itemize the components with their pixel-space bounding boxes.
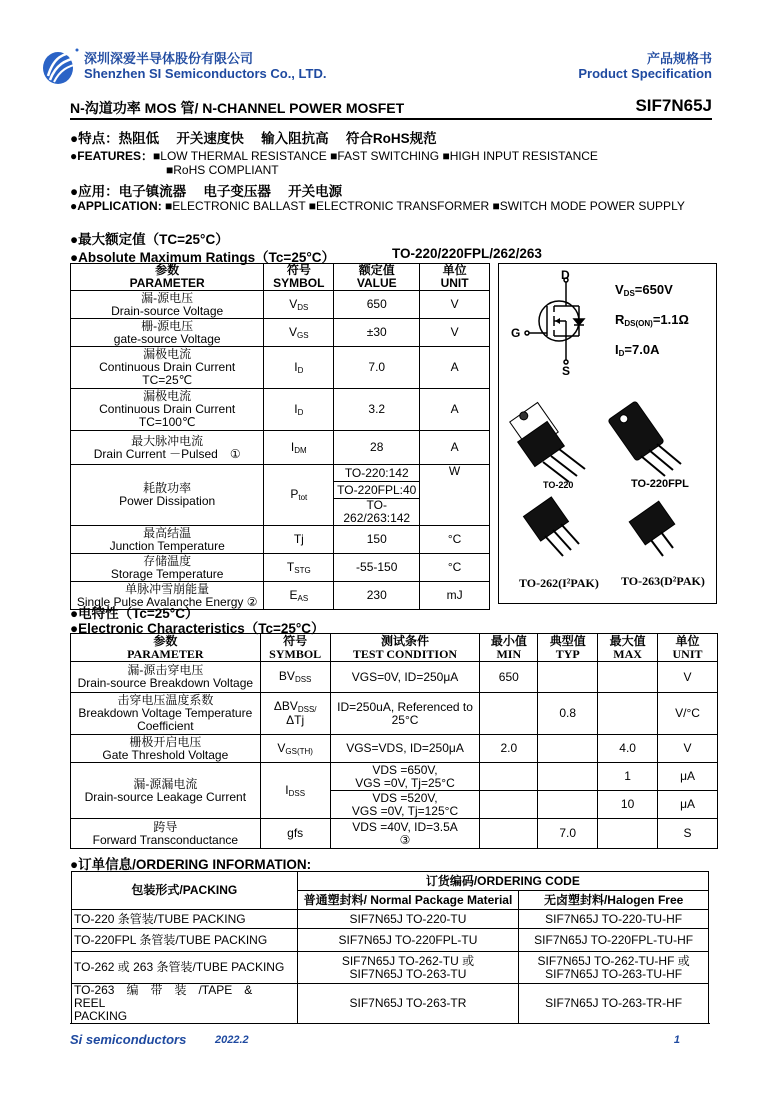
title-row xyxy=(70,96,712,120)
pin-g-label: G xyxy=(511,326,521,340)
pkg-to220-label: TO-220 xyxy=(543,480,574,490)
table-row: 漏-源电压 Drain-source Voltage VDS 650 V xyxy=(71,291,490,319)
table-row: 存储温度 Storage Temperature TSTG -55-150 °C xyxy=(71,554,490,582)
application-en xyxy=(70,199,685,213)
table-row: 漏-源击穿电压 Drain-source Breakdown Voltage BVDSS VGS=0V, ID=250μA 650 V xyxy=(71,662,718,693)
table-row: 栅-源电压 gate-source Voltage VGS ±30 V xyxy=(71,319,490,347)
header-symbol: 符号 SYMBOL xyxy=(264,264,334,291)
rds-spec: RDS(ON)=1.1Ω xyxy=(615,312,689,328)
page-footer xyxy=(70,1023,710,1053)
table-row: TO-262/263:142 xyxy=(71,499,490,526)
features-cn: ●特点：热阻低 开关速度快 输入阻抗高 符合RoHS规范 xyxy=(70,131,437,146)
abs-packages: TO-220/220FPL/262/263 xyxy=(392,246,542,261)
abs-title-cn: ●最大额定值（TC=25°C） xyxy=(70,232,229,247)
table-row: 栅极开启电压 Gate Threshold Voltage VGS(TH) VGS=VDS, ID=250μA 2.0 4.0 V xyxy=(71,735,718,763)
table-row: 单脉冲雪崩能量 Single Pulse Avalanche Energy ② EAS 230 mJ xyxy=(71,582,490,610)
table-row: 漏极电流 Continuous Drain Current TC=25℃ ID 7.0 A xyxy=(71,347,490,389)
table-row: TO-262 或 263 条管装/TUBE PACKING SIF7N65J TO-262-TU 或 SIF7N65J TO-263-TU SIF7N65J TO-262-TU-HF 或 SIF7N65J TO-263-TU-HF xyxy=(72,952,709,984)
company-name-en: Shenzhen SI Semiconductors Co., LTD. xyxy=(84,66,327,81)
pin-s-label: S xyxy=(562,364,571,378)
table-row: 漏极电流 Continuous Drain Current TC=100℃ ID 3.2 A xyxy=(71,389,490,431)
electrical-characteristics-table xyxy=(70,633,718,849)
table-row: 击穿电压温度系数 Breakdown Voltage Temperature Coefficient ΔBVDSS/ ΔTj ID=250uA, Referenced to 25°C 0.8 V/°C xyxy=(71,693,718,735)
part-number: SIF7N65J xyxy=(635,96,712,115)
table-row: TO-220FPL:40 xyxy=(71,482,490,499)
pkg-to220fpl-label: TO-220FPL xyxy=(631,478,689,490)
table-header-row: 普通塑封料/ Normal Package Material 无卤塑封料/Halogen Free xyxy=(72,891,709,910)
features-items: ■LOW THERMAL RESISTANCE ■FAST SWITCHING ■HIGH INPUT RESISTANCE xyxy=(153,149,598,163)
company-logo-icon xyxy=(40,46,82,86)
footer-brand: Si semiconductors xyxy=(70,1032,187,1047)
features-label: ●FEATURES： xyxy=(70,149,154,163)
table-header-row: 参数 PARAMETER 符号 SYMBOL 测试条件 TEST CONDITION 最小值 MIN 典型值 TYP 最大值 MAX 单位 UNIT xyxy=(71,634,718,662)
table-row: 跨导 Forward Transconductance gfs VDS =40V, ID=3.5A ③ 7.0 S xyxy=(71,819,718,849)
product-title: N-沟道功率 MOS 管/ N-CHANNEL POWER MOSFET xyxy=(70,100,405,116)
application-items: ■ELECTRONIC BALLAST ■ELECTRONIC TRANSFORMER ■SWITCH MODE POWER SUPPLY xyxy=(165,199,685,213)
table-row: VDS =520V, VGS =0V, Tj=125°C 10 μA xyxy=(71,791,718,819)
vds-spec: VDS=650V xyxy=(615,282,673,298)
table-header-row xyxy=(71,264,490,291)
footer-date: 2022.2 xyxy=(215,1034,249,1046)
ordering-title: ●订单信息/ORDERING INFORMATION: xyxy=(70,857,312,872)
page-number: 1 xyxy=(673,1034,680,1046)
ec-title-en: ●Electronic Characteristics（Tc=25°C） xyxy=(70,621,325,636)
ec-title-cn: ●电特性（Tc=25°C） xyxy=(70,606,199,621)
pin-d-label: D xyxy=(561,268,570,282)
table-row: TO-220 条管装/TUBE PACKING SIF7N65J TO-220-TU SIF7N65J TO-220-TU-HF xyxy=(72,910,709,929)
spec-title-cn: 产品规格书 xyxy=(646,51,712,66)
pkg-to262-label: TO-262(I²PAK) xyxy=(519,576,599,590)
table-row: TO-220FPL 条管装/TUBE PACKING SIF7N65J TO-220FPL-TU SIF7N65J TO-220FPL-TU-HF xyxy=(72,929,709,952)
table-row: TO-263 编 带 装 /TAPE & REEL PACKING SIF7N65J TO-263-TR SIF7N65J TO-263-TR-HF xyxy=(72,984,709,1024)
features-en xyxy=(70,147,598,164)
device-diagram xyxy=(498,263,717,604)
page-header xyxy=(40,46,712,86)
application-label: ●APPLICATION: xyxy=(70,199,166,213)
company-name-cn: 深圳深爱半导体股份有限公司 xyxy=(84,51,254,66)
table-row: 耗散功率 Power Dissipation Ptot TO-220:142 W xyxy=(71,465,490,482)
abs-max-table xyxy=(70,263,490,610)
table-row: 最高结温 Junction Temperature Tj 150 °C xyxy=(71,526,490,554)
application-cn: ●应用：电子镇流器 电子变压器 开关电源 xyxy=(70,184,343,199)
ordering-table xyxy=(71,871,709,1024)
id-spec: ID=7.0A xyxy=(615,342,660,358)
table-row: 最大脉冲电流 Drain Current －Pulsed ① IDM 28 A xyxy=(71,431,490,465)
abs-title-en-text: ●Absolute Maximum Ratings（Tc=25°C） xyxy=(70,250,335,265)
header-value: 额定值 VALUE xyxy=(334,264,420,291)
pkg-to263-label: TO-263(D²PAK) xyxy=(621,574,705,588)
table-header-row: 包装形式/PACKING 订货编码/ORDERING CODE xyxy=(72,872,709,891)
spec-title-en: Product Specification xyxy=(578,66,712,81)
header-parameter: 参数 PARAMETER xyxy=(71,264,264,291)
header-unit: 单位 UNIT xyxy=(420,264,490,291)
features-items-2: ■RoHS COMPLIANT xyxy=(166,163,279,177)
table-row: 漏-源漏电流 Drain-source Leakage Current IDSS VDS =650V, VGS =0V, Tj=25°C 1 μA xyxy=(71,763,718,791)
